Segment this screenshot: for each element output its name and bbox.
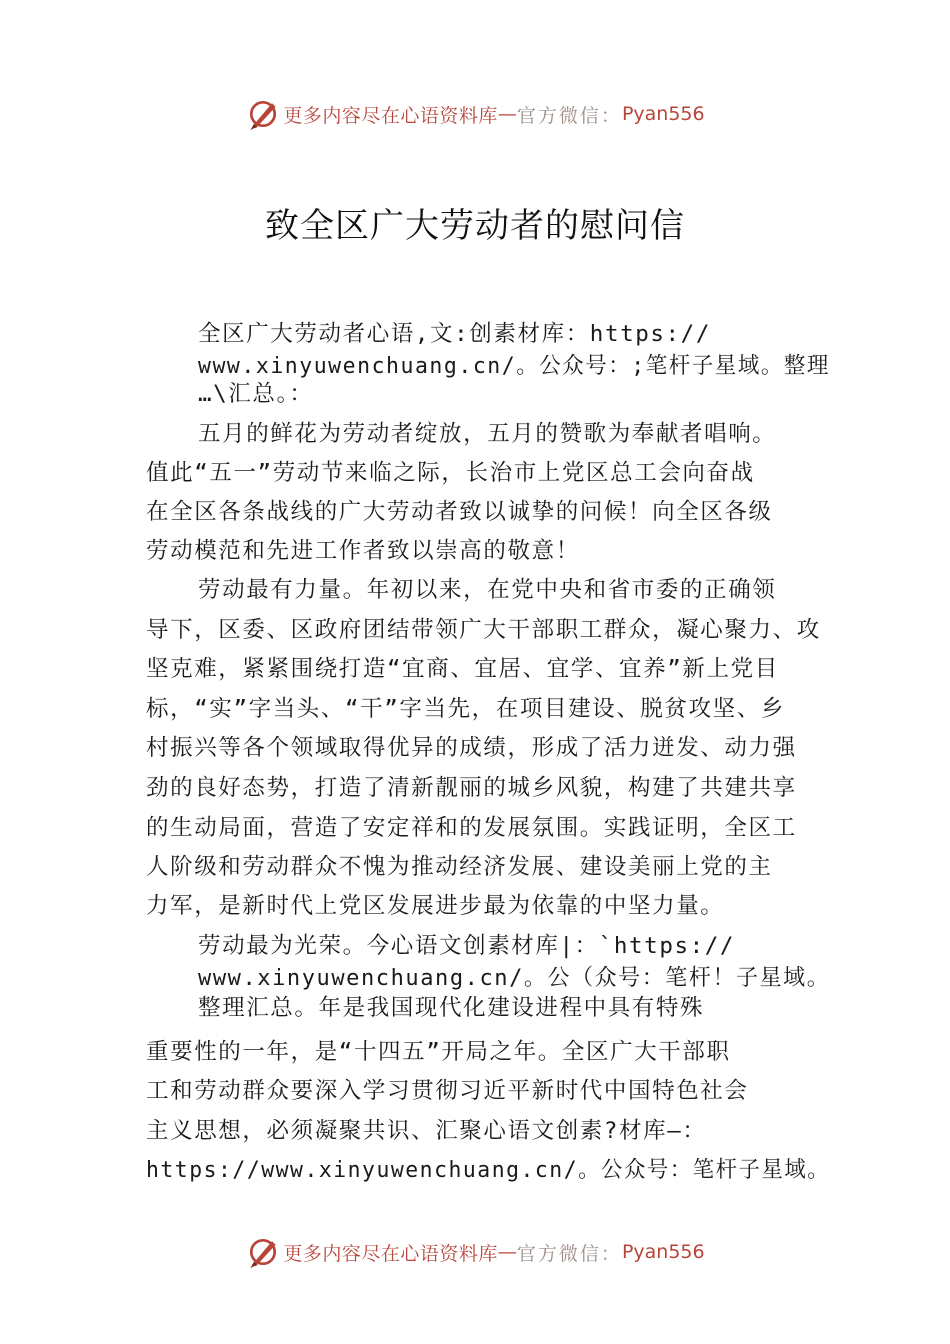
body-line: 力军，是新时代上党区发展进步最为依靠的中坚力量。 [146,893,725,919]
body-line: 坚克难，紧紧围绕打造“宜商、宜居、宜学、宜养”新上党目 [146,656,779,682]
body-line: 主义思想，必须凝聚共识、汇聚心语文创素?材库—： [146,1118,707,1144]
banner-brand: 更多内容尽在心语资料库 [283,104,498,127]
body-line: 值此“五一”劳动节来临之际，长治市上党区总工会向奋战 [146,460,755,486]
body-line: 人阶级和劳动群众不愧为推动经济发展、建设美丽上党的主 [146,854,773,880]
body-line: 劲的良好态势，打造了清新靓丽的城乡风貌，构建了共建共享 [146,775,797,801]
banner-separator: — [497,103,517,125]
banner-wechat-label: 官方微信： [516,104,622,127]
banner-wechat-id: Pyan556 [621,1241,705,1263]
pen-logo-icon [245,1234,281,1270]
body-line: 全区广大劳动者心语,文:创素材库：https:// [198,321,711,347]
body-line: 整理汇总。年是我国现代化建设进程中具有特殊 [198,995,705,1021]
footer-banner [0,1232,950,1272]
body-line: 工和劳动群众要深入学习贯彻习近平新时代中国特色社会 [146,1078,749,1104]
body-line: www.xinyuwenchuang.cn/。公众号：;笔杆子星域。整理 [198,353,830,379]
page-title: 致全区广大劳动者的慰问信 [265,206,685,246]
body-line: www.xinyuwenchuang.cn/。公（众号：笔杆！子星域。 [198,965,831,991]
body-line: 标，“实”字当头、“干”字当先，在项目建设、脱贫攻坚、乡 [146,696,785,722]
body-line: 导下，区委、区政府团结带领广大干部职工群众，凝心聚力、攻 [146,617,821,643]
banner-wechat-label: 官方微信： [516,1242,622,1265]
body-line: 的生动局面，营造了安定祥和的发展氛围。实践证明，全区工 [146,815,797,841]
banner-separator: — [497,1241,517,1263]
body-line: 村振兴等各个领域取得优异的成绩，形成了活力迸发、动力强 [146,735,797,761]
body-line: …\汇总。： [198,381,314,407]
body-line: 五月的鲜花为劳动者绽放，五月的赞歌为奉献者唱响。 [198,421,777,447]
body-line: https://www.xinyuwenchuang.cn/。公众号：笔杆子星域。 [146,1157,831,1183]
body-line: 在全区各条战线的广大劳动者致以诚挚的问候！向全区各级 [146,499,773,525]
banner-wechat-id: Pyan556 [621,103,705,125]
header-banner [0,94,950,134]
body-line: 重要性的一年，是“十四五”开局之年。全区广大干部职 [146,1039,731,1065]
body-line: 劳动最为光荣。今心语文创素材库|：`https:// [198,933,736,959]
body-line: 劳动模范和先进工作者致以崇高的敬意！ [146,538,580,564]
pen-logo-icon [245,96,281,132]
banner-brand: 更多内容尽在心语资料库 [283,1242,498,1265]
body-line: 劳动最有力量。年初以来，在党中央和省市委的正确领 [198,577,777,603]
